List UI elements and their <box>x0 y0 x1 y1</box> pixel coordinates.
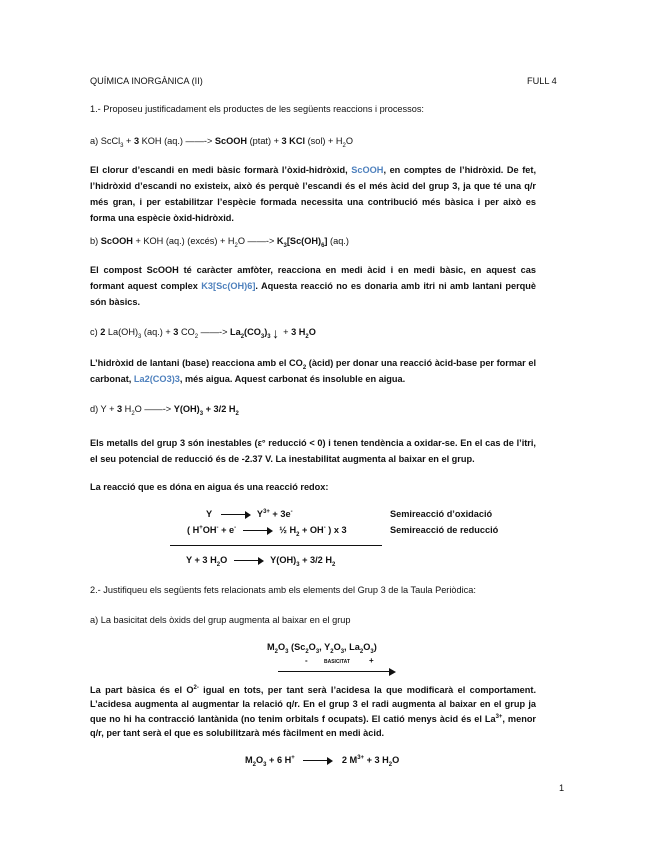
section1-heading: 1.- Proposeu justificadament els productes de les següents reaccions i processos: <box>90 104 424 114</box>
reaction-d: d) Y + 3 $H_2O$ ——-> $Y(OH)_3 + 3/2$ $H_2$ <box>90 404 239 417</box>
section2-a-label: a) La basicitat dels òxids del grup augmenta al baixar en el grup <box>90 615 351 625</box>
reduction-label: Semireacció de reducció <box>390 525 499 535</box>
total-reaction: Y + 3 $H_2O$ $Y(OH)_3 + 3/2$ $H_2$ <box>186 555 336 568</box>
precipitate-arrow-icon: ↓ <box>272 325 280 341</box>
half-reaction-oxidation: Y $Y^{3+} + 3e^-$ <box>206 508 293 519</box>
explanation-c: L’hidròxid de lantani (base) reacciona amb el $CO_2$ (àcid) per donar una reacció àcid-base per formar el carbonat, La2(CO3)3, més aigua. Aquest carbonat és insoluble en aigua. <box>90 358 536 385</box>
reaction-arrow-icon <box>234 557 264 565</box>
reaction-arrow-icon <box>243 527 273 535</box>
explanation-a: El clorur d’escandi en medi bàsic formarà l’òxid-hidròxid, ScOOH, en comptes de l’hidròxid. De fet, l’hidròxid d’escandi no existeix, això és perquè l’escandi és el més àcid del grup 3, ja que té una q/r més gran, i per estabilitzar l’espècie formada necessita una contribució més bàsica i per això es forma una espècie òxid-hidròxid. <box>90 165 537 224</box>
reaction-arrow-icon <box>221 511 251 519</box>
basicity-plus: + <box>369 656 374 665</box>
half-reaction-reduction: ( H+OH- + e- ½ $H_2 + OH^-$ ) x 3 <box>187 524 347 538</box>
explanation-d: Els metalls del grup 3 són inestables (ε° reducció < 0) i tenen tendència a oxidar-se. En el cas de l’itri, el seu potencial de reducció és de -2.37 V. La inestabilitat augmenta al baixar en el grup. <box>90 438 536 465</box>
reaction-c: c) 2 $La(OH)_3$ (aq.) + 3 $CO_2$ ——-> $La_2(CO_3)_3$ ↓ + 3 $H_2O$ <box>90 325 316 341</box>
basicity-label: BASICITAT <box>324 659 350 665</box>
page-number: 1 <box>559 783 565 793</box>
explanation-b: El compost ScOOH té caràcter amfòter, reacciona en medi àcid i en medi bàsic, en aquest cas formant aquest complex K3[Sc(OH)6]. Aquesta reacció no es donaria amb itri ni amb lantani perquè són bàsics. <box>90 265 536 308</box>
redox-intro: La reacció que es dóna en aigua és una reacció redox: <box>90 482 329 492</box>
dissolution-reaction: $M_2O_3 + 6$ H+ 2 $M^{3+} + 3$ $H_2O$ <box>245 754 400 768</box>
basicity-minus: - <box>305 656 308 665</box>
explanation-2a: La part bàsica és el $O^{2-}$ igual en tots, per tant serà l’acidesa la que modificarà el comportament. L’acidesa augmenta al augmentar la relació q/r. En el grup 3 el radi augmenta al baixar en el grup ja que no hi ha contracció lantànida (no tenim orbitals f ocupats). El catió menys àcid és el $La^{3+}$, menor q/r, per tant serà el que es solubilitzarà més fàcilment en medi àcid. <box>90 684 537 739</box>
reaction-a: a) ScCl$_3$ + 3 KOH (aq.) ——-> ScOOH (ptat) + 3 KCl $(sol) + H_2O$ <box>90 136 354 149</box>
sheet-label: FULL 4 <box>527 76 557 86</box>
sum-divider <box>170 545 382 546</box>
reaction-arrow-icon <box>303 757 333 765</box>
oxides-formula: $M_2O_3$ ($Sc_2O_3$, $Y_2O_3$, $La_2O_3$) <box>267 642 377 655</box>
course-title: QUÍMICA INORGÀNICA (II) <box>90 76 203 86</box>
basicity-arrow-icon <box>278 668 396 676</box>
oxidation-label: Semireacció d’oxidació <box>390 509 493 519</box>
reaction-b: b) ScOOH + KOH (aq.) (excés) + $H_2O$ ——-> $K_3[Sc(OH)_6]$ (aq.) <box>90 236 349 249</box>
section2-heading: 2.- Justifiqueu els següents fets relacionats amb els elements del Grup 3 de la Taula Periòdica: <box>90 585 476 595</box>
